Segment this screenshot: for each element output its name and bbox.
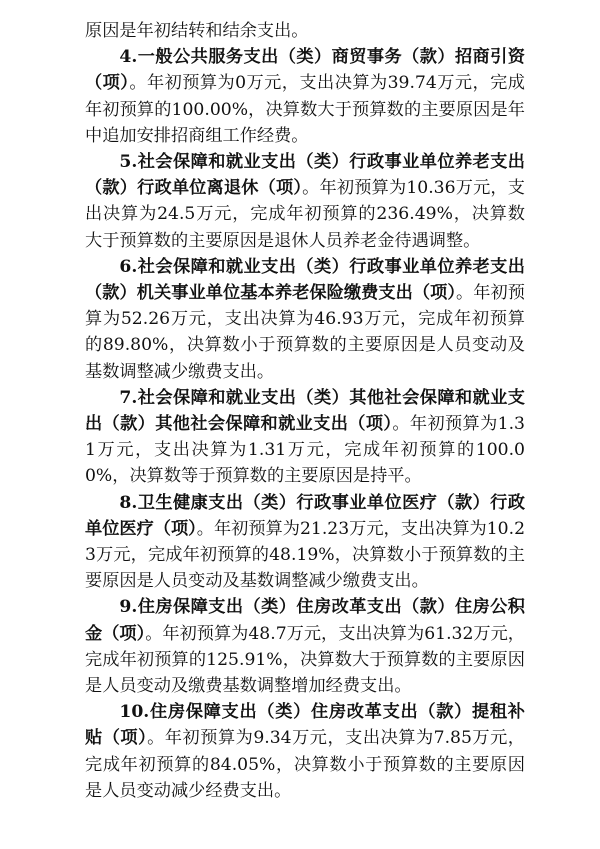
item-paragraph-7 [85,385,525,490]
item-paragraph-5 [85,149,525,254]
continuation-paragraph: 原因是年初结转和结余支出。 [85,21,309,41]
item-body: 。年初预算为9.34万元，支出决算为7.85万元，完成年初预算的84.05%，决算数小于预算数的主要原因是人员变动减少经费支出。 [85,728,525,801]
item-heading: 5.社会保障和就业支出（类）行政事业单位养老支出（款）行政单位离退休（项） [85,152,525,199]
item-heading: 9.住房保障支出（类）住房改革支出（款）住房公积金（项） [85,597,525,644]
item-heading: 8.卫生健康支出（类）行政事业单位医疗（款）行政单位医疗（项） [85,492,525,539]
item-heading: 7.社会保障和就业支出（类）其他社会保障和就业支出（款）其他社会保障和就业支出（项） [85,387,525,435]
item-paragraph-9 [85,594,525,699]
item-body: 。年初预算为10.36万元，支出决算为24.5万元，完成年初预算的236.49%，决算数大于预算数的主要原因是退休人员养老金待遇调整。 [85,178,525,251]
item-body: 。年初预算为0万元，支出决算为39.74万元，完成年初预算的100.00%，决算数大于预算数的主要原因是年中追加安排招商组工作经费。 [85,73,525,146]
item-body: 。年初预算为52.26万元，支出决算为46.93万元，完成年初预算的89.80%，决算数小于预算数的主要原因是人员变动及基数调整减少缴费支出。 [85,283,525,382]
item-heading: 6.社会保障和就业支出（类）行政事业单位养老支出（款）机关事业单位基本养老保险缴费支出（项） [85,256,525,304]
item-paragraph-4 [85,44,525,149]
item-body: 。年初预算为48.7万元，支出决算为61.32万元，完成年初预算的125.91%，决算数大于预算数的主要原因是人员变动及缴费基数调整增加经费支出。 [85,623,525,697]
item-body: 。年初预算为1.31万元，支出决算为1.31万元，完成年初预算的100.00%，决算数等于预算数的主要原因是持平。 [85,414,525,487]
item-paragraph-6 [85,254,525,385]
item-heading: 4.一般公共服务支出（类）商贸事务（款）招商引资（项） [85,47,525,94]
item-paragraph-8 [85,490,525,595]
item-paragraph-10 [85,699,525,804]
item-heading: 10.住房保障支出（类）住房改革支出（款）提租补贴（项） [85,702,525,749]
document-page [85,18,525,804]
item-body: 。年初预算为21.23万元，支出决算为10.23万元，完成年初预算的48.19%，决算数小于预算数的主要原因是人员变动及基数调整减少缴费支出。 [85,518,525,592]
